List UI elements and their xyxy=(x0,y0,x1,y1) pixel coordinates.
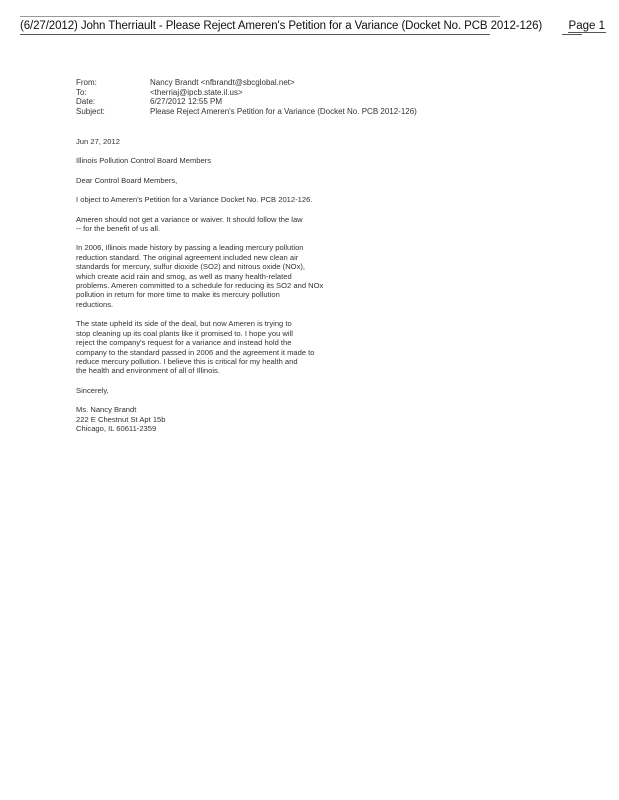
letter-closing: Sincerely, xyxy=(76,385,109,395)
meta-row-from xyxy=(76,78,417,88)
meta-row-to xyxy=(76,88,417,98)
letter-date: Jun 27, 2012 xyxy=(76,137,120,146)
signature-block xyxy=(76,405,376,433)
text-line: problems. Ameren committed to a schedule for reducing its SO2 and NOx xyxy=(76,281,324,291)
text-line: pollution in return for more time to make its mercury pollution xyxy=(76,290,280,300)
text-line: which create acid rain and smog, as well as many health-related xyxy=(76,271,292,281)
meta-value: <therriaj@ipcb.state.il.us> xyxy=(150,87,243,97)
letter-paragraph-1: I object to Ameren's Petition for a Variance Docket No. PCB 2012-126. xyxy=(76,195,313,205)
meta-label: Date: xyxy=(76,97,96,106)
meta-label: From: xyxy=(76,78,97,87)
header-underline xyxy=(20,34,490,35)
document-header xyxy=(20,14,608,36)
text-line: -- for the benefit of us all. xyxy=(76,224,160,234)
letter-recipient: Illinois Pollution Control Board Members xyxy=(76,156,212,166)
text-line: company to the standard passed in 2006 and the agreement it made to xyxy=(76,347,315,357)
meta-value: 6/27/2012 12:55 PM xyxy=(150,97,223,106)
letter-body xyxy=(76,137,376,443)
letter-paragraph-2 xyxy=(76,215,376,234)
email-metadata xyxy=(76,78,417,116)
text-line: reduction standard. The original agreement included new clean air xyxy=(76,252,299,262)
text-line: Ameren should not get a variance or waiver. It should follow the law xyxy=(76,214,303,224)
letter-paragraph-3 xyxy=(76,243,376,309)
text-line: the health and environment of all of Illinois. xyxy=(76,366,220,376)
text-line: The state upheld its side of the deal, but now Ameren is trying to xyxy=(76,319,292,329)
header-title: (6/27/2012) John Therriault - Please Reject Ameren's Petition for a Variance (Docket No. PCB 2012-126) xyxy=(20,20,543,32)
text-line: stop cleaning up its coal plants like it promised to. I hope you will xyxy=(76,328,293,338)
text-line: standards for mercury, sulfur dioxide (SO2) and nitrous oxide (NOx), xyxy=(76,262,306,272)
letter-salutation: Dear Control Board Members, xyxy=(76,175,178,185)
letter-paragraph-4 xyxy=(76,319,376,375)
text-line: In 2006, Illinois made history by passing a leading mercury pollution xyxy=(76,243,304,253)
header-top-rule xyxy=(20,16,500,17)
signature-address: 222 E Chestnut St Apt 15b xyxy=(76,414,166,424)
meta-row-subject xyxy=(76,107,417,117)
text-line: reductions. xyxy=(76,299,114,309)
text-line: reject the company's request for a variance and instead hold the xyxy=(76,338,292,348)
meta-label: Subject: xyxy=(76,106,105,116)
header-blank-line xyxy=(562,34,582,35)
text-line: reduce mercury pollution. I believe this is critical for my health and xyxy=(76,356,298,366)
signature-city: Chicago, IL 60611-2359 xyxy=(76,423,157,433)
signature-name: Ms. Nancy Brandt xyxy=(76,405,137,415)
page-number: Page 1 xyxy=(568,20,605,32)
meta-label: To: xyxy=(76,87,87,97)
meta-value: Please Reject Ameren's Petition for a Variance (Docket No. PCB 2012-126) xyxy=(150,106,417,116)
meta-value: Nancy Brandt <nfbrandt@sbcglobal.net> xyxy=(150,78,295,87)
meta-row-date xyxy=(76,97,417,107)
